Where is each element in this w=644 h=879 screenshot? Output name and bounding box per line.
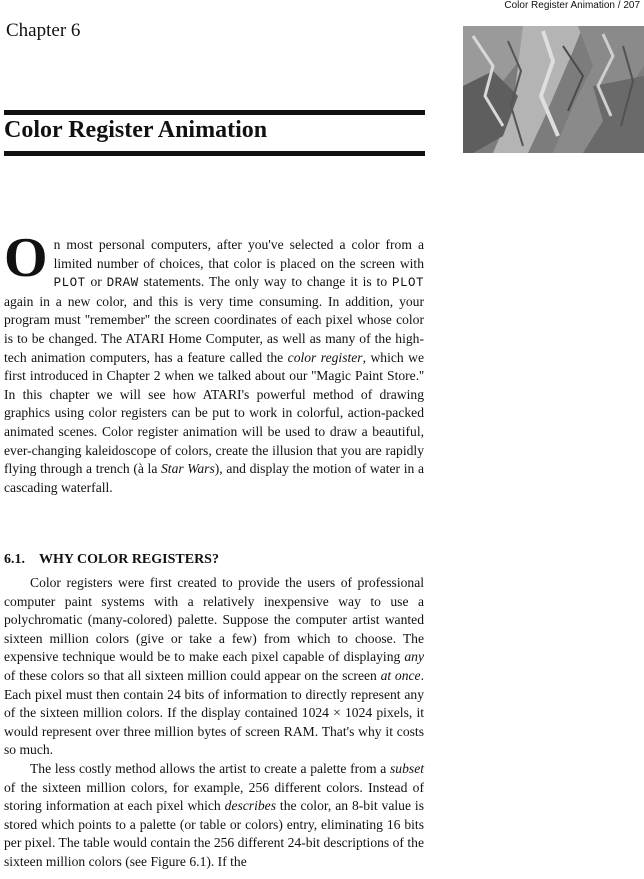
section-heading [4,552,219,568]
section-number: 6.1. [4,552,25,567]
term-color-register: color register [287,349,363,365]
body-paragraph: Color registers were first created to provide the users of professional computer paint systems with a relatively inexpensive way to use a polychromatic (many-colored) palette. Suppose the computer artist wanted sixteen million colors (give or take a few) from which to choose. The expensive technique would be to make each pixel capable of displaying any of these colors so that all sixteen million could appear on the screen at once. Each pixel must then contain 24 bits of information to directly represent any of the sixteen million colors. If the display contained 1024 × 1024 pixels, it would represent over three million bytes of screen RAM. That's why it costs so much. [4,575,424,758]
drop-cap: O [4,227,48,289]
section-title: WHY COLOR REGISTERS? [39,552,219,567]
intro-paragraph: On most personal computers, after you've selected a color from a limited number of choices, that color is placed on the screen with PLOT or DRAW statements. The only way to change it is to PLOT again in a new color, and this is very time consuming. In addition, your program must ''remember'' the screen coordinates of each pixel whose color is to be changed. The ATARI Home Computer, as well as many of the high-tech animation computers, has a feature called the color register, which we first introduced in Chapter 2 when we talked about our ''Magic Paint Store.'' In this chapter we will see how ATARI's powerful method of drawing graphics using color registers can be put to work in colorful, action-packed animated scenes. Color register animation will be used to draw a beautiful, ever-changing kaleidoscope of colors, create the illusion that you are rapidly flying through a trench (à la Star Wars), and display the motion of water in a cascading waterfall. [4,227,424,495]
keyword-plot: PLOT [391,276,424,291]
body-paragraph: The less costly method allows the artist to create a palette from a subset of the sixteen million colors, for example, 256 different colors. Instead of storing information at each pixel which describes the color, an 8-bit value is stored which points to a palette (or table or colors) entry, eliminating 16 bits per pixel. The table would contain the 256 different 24-bit descriptions of the sixteen million colors (see Figure 6.1). If the [4,760,424,869]
section-body [4,574,424,872]
term-star-wars: Star Wars [161,461,215,477]
chapter-photo [463,26,644,153]
chapter-label: Chapter 6 [6,20,81,41]
keyword-plot: PLOT [53,276,86,291]
mountain-photo-image [463,26,644,153]
chapter-title: Color Register Animation [4,117,268,143]
title-rule-bottom [4,151,425,156]
keyword-draw: DRAW [106,276,139,291]
title-rule-top [4,110,425,115]
running-head: Color Register Animation / 207 [504,0,640,11]
